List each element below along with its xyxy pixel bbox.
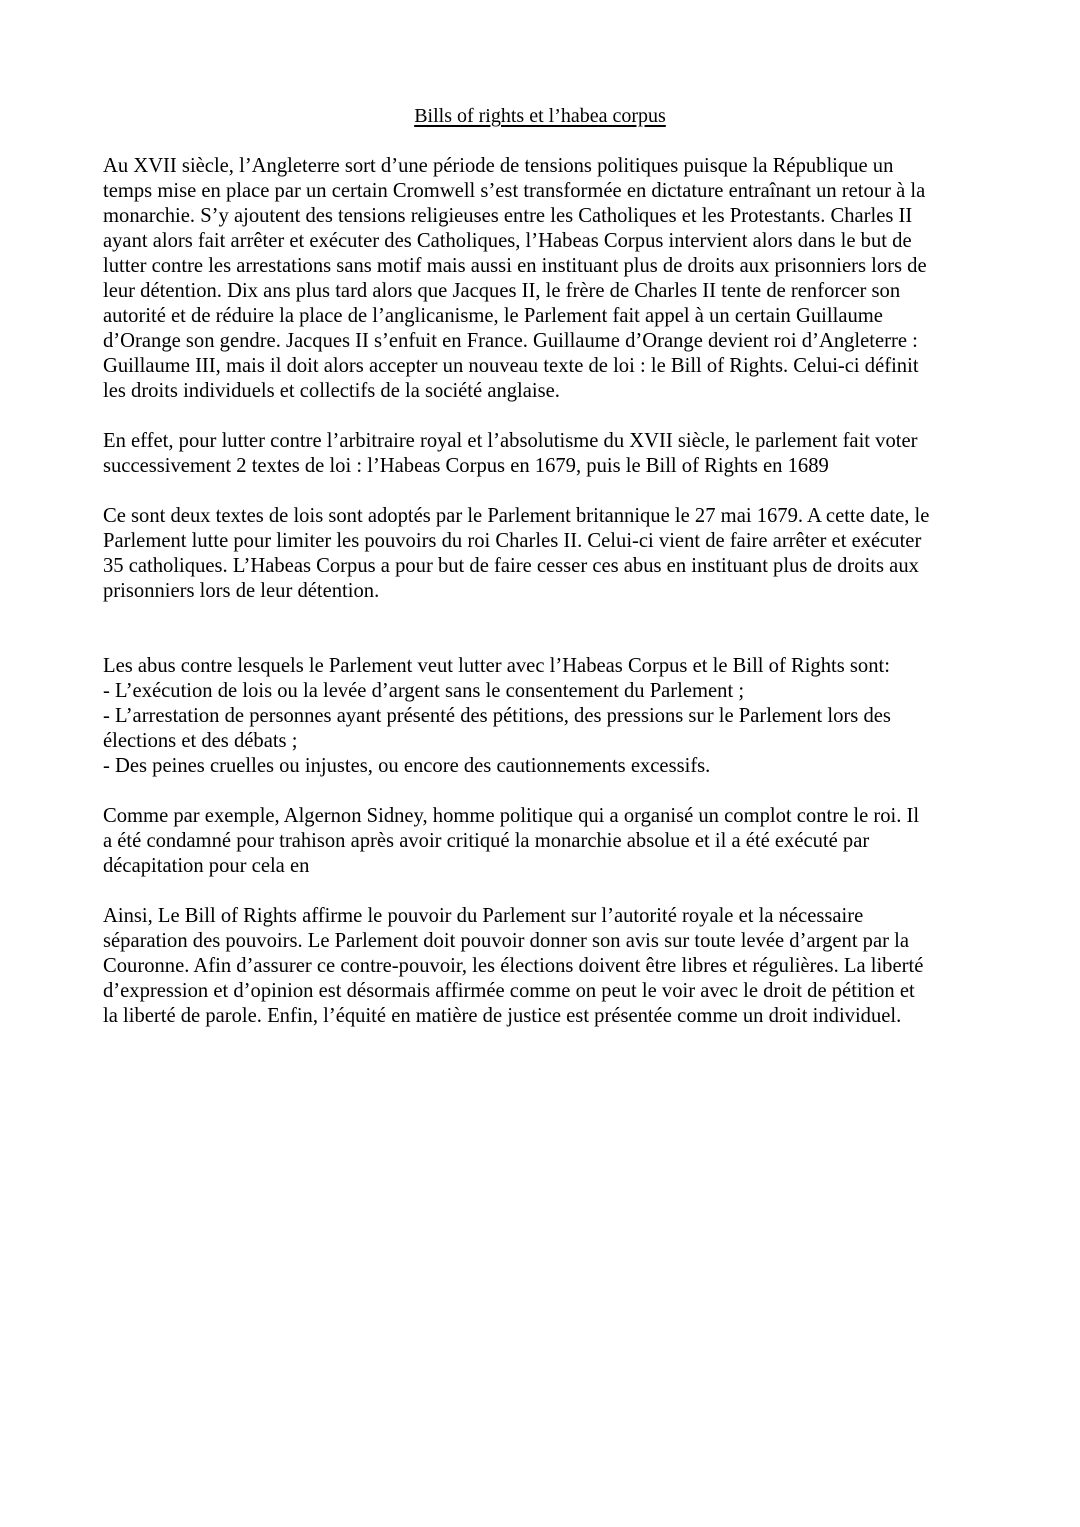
text-line: séparation des pouvoirs. Le Parlement doit pouvoir donner son avis sur toute levée d’argent par la [103, 930, 909, 952]
text-line: successivement 2 textes de loi : l’Habeas Corpus en 1679, puis le Bill of Rights en 1689 [103, 455, 829, 477]
text-line: leur détention. Dix ans plus tard alors que Jacques II, le frère de Charles II tente de renforcer son [103, 280, 901, 302]
paragraph-laws [103, 429, 981, 479]
text-line: Les abus contre lesquels le Parlement veut lutter avec l’Habeas Corpus et le Bill of Rights sont: [103, 655, 890, 677]
text-line: les droits individuels et collectifs de la société anglaise. [103, 380, 560, 402]
text-line: Couronne. Afin d’assurer ce contre-pouvoir, les élections doivent être libres et régulières. La liberté [103, 955, 924, 977]
text-line: Ce sont deux textes de lois sont adoptés par le Parlement britannique le 27 mai 1679. A cette date, le [103, 505, 930, 527]
text-line: lutter contre les arrestations sans motif mais aussi en instituant plus de droits aux prisonniers lors de [103, 255, 927, 277]
text-line: Guillaume III, mais il doit alors accepter un nouveau texte de loi : le Bill of Rights. Celui-ci définit [103, 355, 919, 377]
paragraph-habeas-corpus [103, 504, 981, 604]
document-title [0, 104, 1080, 129]
text-line: la liberté de parole. Enfin, l’équité en matière de justice est présentée comme un droit individuel. [103, 1005, 902, 1027]
text-line: 35 catholiques. L’Habeas Corpus a pour but de faire cesser ces abus en instituant plus de droits aux [103, 555, 919, 577]
text-line: Parlement lutte pour limiter les pouvoirs du roi Charles II. Celui-ci vient de faire arrêter et exécuter [103, 530, 922, 552]
text-line: - Des peines cruelles ou injustes, ou encore des cautionnements excessifs. [103, 755, 711, 777]
text-line: Au XVII siècle, l’Angleterre sort d’une période de tensions politiques puisque la République un [103, 155, 894, 177]
text-line: - L’exécution de lois ou la levée d’argent sans le consentement du Parlement ; [103, 680, 745, 702]
text-line: temps mise en place par un certain Cromwell s’est transformée en dictature entraînant un retour à la [103, 180, 926, 202]
text-line: d’Orange son gendre. Jacques II s’enfuit en France. Guillaume d’Orange devient roi d’Angleterre : [103, 330, 918, 352]
text-line: élections et des débats ; [103, 730, 298, 752]
text-line: décapitation pour cela en [103, 855, 310, 877]
text-line: a été condamné pour trahison après avoir critiqué la monarchie absolue et il a été exécuté par [103, 830, 870, 852]
text-line: autorité et de réduire la place de l’anglicanisme, le Parlement fait appel à un certain Guillaume [103, 305, 883, 327]
text-line: ayant alors fait arrêter et exécuter des Catholiques, l’Habeas Corpus intervient alors dans le but de [103, 230, 912, 252]
paragraph-abuses [103, 654, 981, 779]
text-line: prisonniers lors de leur détention. [103, 580, 380, 602]
paragraph-example [103, 804, 981, 879]
text-line: monarchie. S’y ajoutent des tensions religieuses entre les Catholiques et les Protestants. Charles II [103, 205, 913, 227]
text-line: Comme par exemple, Algernon Sidney, homme politique qui a organisé un complot contre le roi. Il [103, 805, 920, 827]
paragraph-context [103, 154, 981, 404]
text-line: Ainsi, Le Bill of Rights affirme le pouvoir du Parlement sur l’autorité royale et la nécessaire [103, 905, 864, 927]
text-line: - L’arrestation de personnes ayant présenté des pétitions, des pressions sur le Parlement lors des [103, 705, 891, 727]
text-line: d’expression et d’opinion est désormais affirmée comme on peut le voir avec le droit de pétition et [103, 980, 915, 1002]
document-title-text: Bills of rights et l’habea corpus [414, 105, 666, 127]
paragraph-conclusion [103, 904, 981, 1029]
text-line: En effet, pour lutter contre l’arbitraire royal et l’absolutisme du XVII siècle, le parlement fait voter [103, 430, 918, 452]
